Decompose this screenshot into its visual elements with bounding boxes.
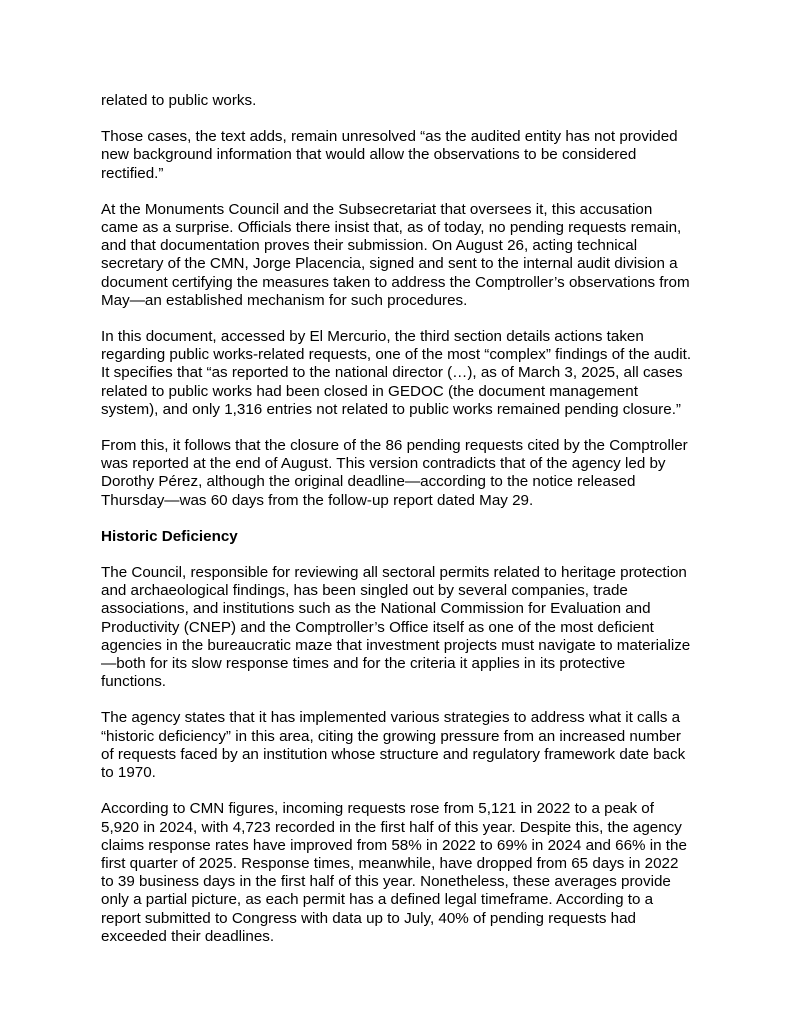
document-page — [101, 92, 701, 964]
paragraph-2: Those cases, the text adds, remain unresolved “as the audited entity has not provided new background information that would allow the observations to be considered rectified.” — [101, 128, 678, 182]
paragraph-3: At the Monuments Council and the Subsecretariat that oversees it, this accusation came as a surprise. Officials there insist that, as of today, no pending requests remain, and that documentation proves their submission. On August 26, acting technical secretary of the CMN, Jorge Placencia, signed and sent to the internal audit division a document certifying the measures taken to address the Comptroller’s observations from May—an established mechanism for such procedures. — [101, 200, 690, 309]
paragraph-5: From this, it follows that the closure of the 86 pending requests cited by the Comptroller was reported at the end of August. This version contradicts that of the agency led by Dorothy Pérez, although the original deadline—according to the notice released Thursday—was 60 days from the follow-up report dated May 29. — [101, 437, 688, 509]
paragraph-8: According to CMN figures, incoming requests rose from 5,121 in 2022 to a peak of 5,920 in 2024, with 4,723 recorded in the first half of this year. Despite this, the agency claims response rates have improved from 58% in 2022 to 69% in 2024 and 66% in the first quarter of 2025. Response times, meanwhile, have dropped from 65 days in 2022 to 39 business days in the first half of this year. Nonetheless, these averages provide only a partial picture, as each permit has a defined legal timeframe. According to a report submitted to Congress with data up to July, 40% of pending requests had exceeded their deadlines. — [101, 800, 687, 945]
paragraph-7: The agency states that it has implemented various strategies to address what it calls a “historic deficiency” in this area, citing the growing pressure from an increased number of requests faced by an institution whose structure and regulatory framework date back to 1970. — [101, 709, 686, 782]
paragraph-6: The Council, responsible for reviewing all sectoral permits related to heritage protection and archaeological findings, has been singled out by several companies, trade associations, and institutions such as the National Commission for Evaluation and Productivity (CNEP) and the Comptroller’s Office itself as one of the most deficient agencies in the bureaucratic maze that investment projects must navigate to materialize —both for its slow response times and for the criteria it applies in its protective functions. — [101, 564, 691, 691]
paragraph-1: related to public works. — [101, 92, 257, 109]
section-heading: Historic Deficiency — [101, 527, 238, 545]
paragraph-4: In this document, accessed by El Mercurio, the third section details actions taken regarding public works-related requests, one of the most “complex” findings of the audit. It specifies that “as reported to the national director (…), as of March 3, 2025, all cases related to public works had been closed in GEDOC (the document management system), and only 1,316 entries not related to public works remained pending closure.” — [101, 328, 692, 418]
